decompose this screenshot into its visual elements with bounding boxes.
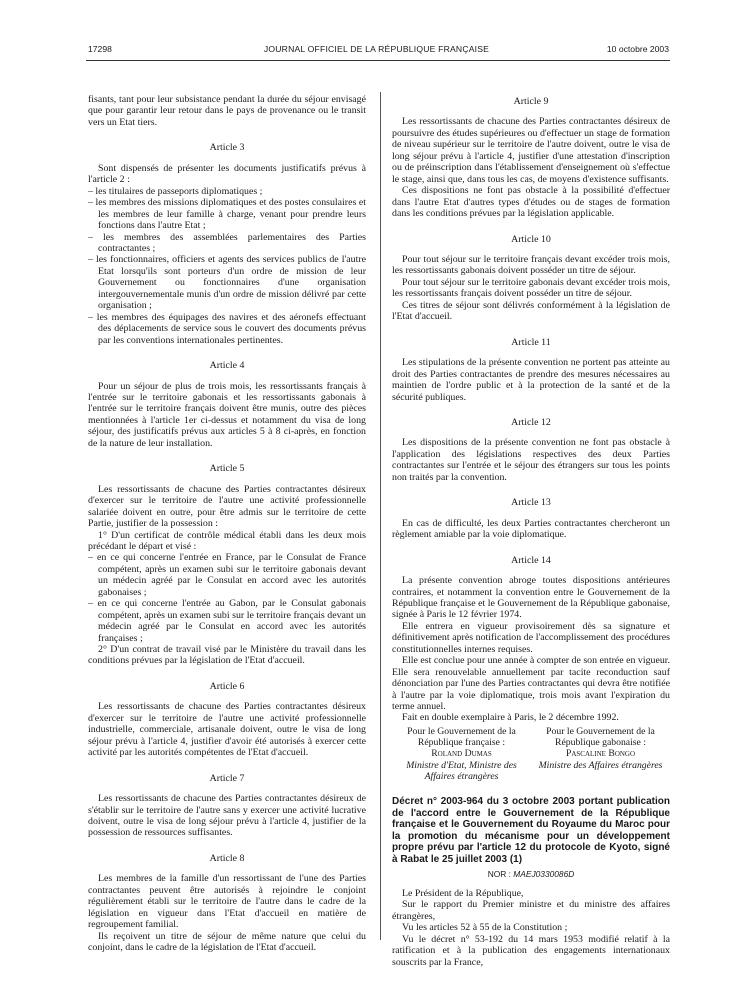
article-6-text: Les ressortissants de chacune des Parties contractantes désireux d'exercer sur le territoire de l'autre une activité professionnelle industrielle, commerciale, artisanale doivent, outre le visa de long séjour prévu à l'article 4, justifier d'avoir été autorisés à exercer cette activité par les autorités compétentes de l'Etat d'accueil. [88, 701, 366, 759]
page-number: 17298 [88, 44, 112, 54]
list-item: – les titulaires de passeports diplomatiques ; [88, 185, 263, 197]
article-13-text: En cas de difficulté, les deux Parties contractantes chercheront un règlement amiable par la voie diplomatique. [392, 517, 670, 541]
article-4-title: Article 4 [209, 360, 245, 372]
article-11-title: Article 11 [511, 336, 551, 348]
article-10-paragraph: Ces titres de séjour sont délivrés conformément à la législation de l'Etat d'accueil. [392, 299, 670, 323]
signatory-name: Roland Dumas [431, 748, 492, 760]
article-6-title: Article 6 [209, 680, 245, 692]
right-column [392, 94, 670, 968]
signatory-title: Ministre d'Etat, Ministre des Affaires étrangères [406, 759, 517, 782]
article-10-title: Article 10 [511, 233, 551, 245]
article-13-title: Article 13 [511, 497, 551, 509]
intro-paragraph: fisants, tant pour leur subsistance pendant la durée du séjour envisagé que pour garantir leur retour dans le pays de provenance ou le transit vers un Etat tiers. [88, 94, 366, 128]
article-5-point-2: 2° D'un contrat de travail visé par le Ministère du travail dans les conditions prévues par la législation de l'Etat d'accueil. [88, 644, 366, 667]
article-4-text: Pour un séjour de plus de trois mois, les ressortissants français à l'entrée sur le territoire gabonais et les ressortissants gabonais à l'entrée sur le territoire français doivent être munis, outre des pièces mentionnées à l'article 1er ci-dessus et notamment du visa de long séjour, des justificatifs prévus aux articles 5 à 8 ci-après, en fonction de la nature de leur installation. [88, 380, 366, 449]
list-item: – les membres des équipages des navires et des aéronefs effectuant des déplacements de service sous le couvert des documents prévus par les conventions internationales pertinentes. [88, 311, 366, 346]
nor-value: MAEJ0330086D [513, 868, 575, 879]
article-14-paragraph: Elle est conclue pour une année à compter de son entrée en vigueur. Elle sera renouvelable annuellement par tacite reconduction sauf dénonciation par l'une des Parties contractantes qui devra être notifiée à l'autre par la voie diplomatique, trois mois avant l'expiration du terme annuel. [392, 655, 670, 713]
decree-paragraph: Vu le décret n° 53-192 du 14 mars 1953 modifié relatif à la ratification et à la publication des engagements internationaux souscrits par la France, [392, 933, 670, 968]
article-14-title: Article 14 [511, 554, 551, 566]
article-7-text: Les ressortissants de chacune des Parties contractantes désireux de s'établir sur le territoire de l'autre sans y exercer une activité lucrative doivent, outre le visa de long séjour prévu à l'article 4, justifier de la possession de ressources suffisantes. [88, 793, 366, 839]
header-rule [86, 60, 670, 61]
decree-paragraph: Vu les articles 52 à 55 de la Constitution ; [402, 922, 568, 934]
list-item: – les membres des missions diplomatiques et des postes consulaires et les membres de leur famille à charge, venant pour prendre leurs fonctions dans l'autre Etat ; [88, 197, 366, 232]
signature-gabon [531, 726, 670, 782]
nor-reference [392, 869, 670, 880]
signature-block [392, 726, 670, 782]
article-5-point-1: 1° D'un certificat de contrôle médical établi dans les deux mois précédant le départ et visé : [88, 529, 366, 552]
nor-label: NOR : [487, 868, 511, 879]
article-7-title: Article 7 [209, 772, 245, 784]
list-item: – en ce qui concerne l'entrée en France, par le Consulat de France compétent, après un examen subi sur le territoire gabonais devant un médecin agréé par le Consulat en accord avec les autorités gabonaises ; [88, 552, 366, 598]
decree-paragraph: Sur le rapport du Premier ministre et du ministre des affaires étrangères, [392, 899, 670, 922]
article-14-paragraph: La présente convention abroge toutes dispositions antérieures contraires, et notamment la convention entre le Gouvernement de la République française et le Gouvernement de la République gabonaise, signée à Paris le 12 février 1974. [392, 575, 670, 621]
decree-paragraph: Le Président de la République, [402, 887, 524, 899]
page-header [0, 42, 753, 58]
article-5-title: Article 5 [209, 463, 245, 475]
article-14-paragraph: Elle entrera en vigueur provisoirement dès sa signature et définitivement après notification de l'accomplissement des procédures constitutionnelles internes requises. [392, 620, 670, 655]
issue-date: 10 octobre 2003 [606, 44, 669, 54]
article-9-title: Article 9 [513, 96, 549, 107]
list-item: – en ce qui concerne l'entrée au Gabon, par le Consulat gabonais compétent, après un examen subi sur le territoire français devant un médecin agréé par le Consulat en accord avec les autorités françaises ; [88, 598, 366, 644]
article-10-paragraph: Pour tout séjour sur le territoire français devant excéder trois mois, les ressortissants gabonais doivent posséder un titre de séjour. [392, 253, 670, 277]
list-item: – les fonctionnaires, officiers et agents des services publics de l'autre Etat lorsqu'ils sont porteurs d'un ordre de mission de leur Gouvernement ou fonctionnaires d'une organisation intergouvernementale munis d'un ordre de mission délivré par cette organisation ; [88, 254, 366, 312]
article-11-text: Les stipulations de la présente convention ne portent pas atteinte au droit des Parties contractantes de prendre des mesures nécessaires au maintien de l'ordre public et à la protection de la santé et de la sécurité publiques. [392, 357, 670, 403]
article-14-paragraph: Fait en double exemplaire à Paris, le 2 décembre 1992. [402, 712, 619, 724]
journal-title: JOURNAL OFFICIEL DE LA RÉPUBLIQUE FRANÇAISE [263, 44, 490, 54]
article-8-paragraph: Ils reçoivent un titre de séjour de même nature que celui du conjoint, dans le cadre de la législation de l'Etat d'accueil. [88, 930, 366, 954]
left-column [88, 94, 366, 954]
article-10-paragraph: Pour tout séjour sur le territoire gabonais devant excéder trois mois, les ressortissants français doivent posséder un titre de séjour. [392, 276, 670, 300]
article-12-title: Article 12 [511, 416, 551, 428]
article-9-paragraph: Ces dispositions ne font pas obstacle à la possibilité d'effectuer dans l'autre Etat d'autres types d'études ou de stages de formation dans les conditions prévues par la législation applicable. [392, 185, 670, 220]
article-8-title: Article 8 [209, 852, 245, 864]
column-divider [380, 92, 381, 940]
article-8-paragraph: Les membres de la famille d'un ressortissant de l'une des Parties contractantes peuvent être autorisés à rejoindre le conjoint régulièrement établi sur le territoire de l'autre dans le cadre de la législation en vigueur dans l'Etat d'accueil en matière de regroupement familial. [88, 873, 366, 931]
article-3-title: Article 3 [209, 142, 245, 154]
article-3-intro: Sont dispensés de présenter les documents justificatifs prévus à l'article 2 : [88, 162, 366, 186]
signature-for: Pour le Gouvernement de la République française : [407, 725, 516, 749]
signature-for: Pour le Gouvernement de la République gabonaise : [546, 725, 655, 749]
signatory-title: Ministre des Affaires étrangères [538, 759, 663, 771]
signatory-name: Pascaline Bongo [565, 748, 636, 760]
article-9-paragraph: Les ressortissants de chacune des Parties contractantes désireux de poursuivre des études supérieures ou d'effectuer un stage de formation de niveau supérieur sur le territoire de l'autre doivent, outre le visa de long séjour prévu à l'article 4, justifier d'une attestation d'inscription ou de préinscription dans l'établissement d'enseignement où s'effectue le stage, ainsi que, dans tous les cas, de moyens d'existence suffisants. [392, 116, 670, 185]
list-item: – les membres des assemblées parlementaires des Parties contractantes ; [88, 231, 366, 254]
article-5-intro: Les ressortissants de chacune des Parties contractantes désireux d'exercer sur le territoire de l'autre une activité professionnelle salariée doivent en outre, pour être admis sur le territoire de cette Partie, justifier de la possession : [88, 483, 366, 530]
decree-title: Décret n° 2003-964 du 3 octobre 2003 portant publication de l'accord entre le Gouvernement de la République française et le Gouvernement du Royaume du Maroc pour la promotion du mécanisme pour un développement propre prévu par l'article 12 du protocole de Kyoto, signé à Rabat le 25 juillet 2003 (1) [392, 795, 670, 865]
signature-france [392, 726, 531, 782]
article-12-text: Les dispositions de la présente convention ne font pas obstacle à l'application des législations respectives des deux Parties contractantes sur l'entrée et le séjour des étrangers sur tous les points non traités par la convention. [392, 437, 670, 483]
